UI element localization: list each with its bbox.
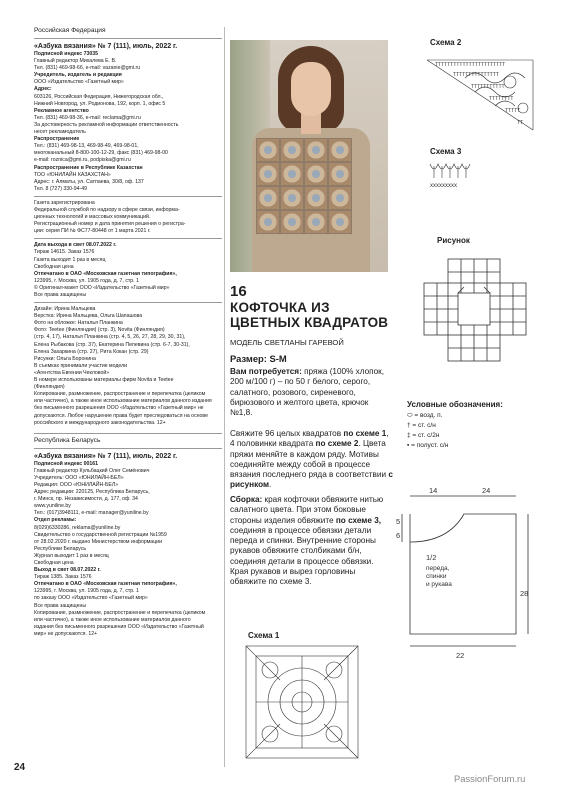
cover-photo-credit: Фото на обложке: Наталья Планкина	[34, 320, 123, 327]
p3-a: края кофточки обвяжите нитью салатного цвета. При этом боковые стороны изделия обвяжите	[230, 495, 384, 525]
divider	[34, 302, 222, 303]
materials-paragraph	[230, 367, 393, 418]
treble-crochet-icon: ‡	[407, 432, 413, 439]
by-country: Республика Беларусь	[34, 436, 101, 444]
photo-square	[256, 210, 280, 234]
yarn-1: В номере использованы материалы фирм Novita и Teetee	[34, 377, 174, 384]
ru-rights: Все права защищены	[34, 292, 87, 298]
by-legal-2: или частично), а также иное использование материалов данного	[34, 616, 191, 623]
assembly-paragraph	[230, 495, 393, 588]
p2-g: .	[269, 480, 272, 490]
article-model: МОДЕЛЬ СВЕТЛАНЫ ГАРЕВОЙ	[230, 338, 344, 347]
assembly-lead: Сборка:	[230, 495, 263, 504]
design-credit: Дизайн: Ирина Мальцева	[34, 306, 96, 313]
p2-a: Свяжите 96 целых квадратов	[230, 429, 344, 438]
ru-legal-2: или частично), а также иное использование материалов данного издания	[34, 398, 212, 405]
photo-credit-1: Фото: Teetee (Финляндия) (стр. 3), Novita (Финляндия)	[34, 327, 165, 334]
by-ads-head: Отдел рекламы:	[34, 517, 77, 524]
ru-copyright: © Оригинал-макет ООО «Издательство «Газетный мир»	[34, 284, 170, 291]
by-legal-3: издания без письменного разрешения ООО «Издательство «Газетный	[34, 623, 204, 630]
kz-company: ТОО «ЮНИЛАЙН КАЗАХСТАН»	[34, 171, 111, 178]
schema-2-diagram	[405, 48, 545, 140]
yarn-2: (Финляндия)	[34, 384, 65, 391]
ru-ads-note-1: За достоверность рекламной информации ответственность	[34, 121, 179, 128]
photo-face	[291, 62, 331, 116]
page-number: 24	[14, 762, 26, 773]
ru-legal-5: российского и международного законодательства. 12+	[34, 419, 166, 426]
photo-square	[256, 162, 280, 186]
ru-founder: ООО «Издательство «Газетный мир»	[34, 79, 124, 86]
by-print-run: Тираж 1385. Заказ 1576	[34, 574, 92, 581]
part-back: спинки	[426, 573, 447, 580]
ru-ads-head: Рекламное агентство	[34, 107, 89, 114]
imprint-column	[34, 27, 222, 638]
kz-phone: Тел. 8 (727) 330-94-49	[34, 185, 88, 192]
schema-1-diagram	[242, 642, 362, 762]
reg-1: Газета зарегистрирована	[34, 199, 95, 206]
by-cert-3: Республики Беларусь	[34, 545, 87, 552]
legend	[407, 400, 537, 451]
ru-address-2: Нижний Новгород, ул. Родионова, 192, корп. 1, офис 5	[34, 100, 166, 107]
p2-b: по схеме 1	[343, 429, 387, 438]
legend-item-tr: ‡ = ст. с/2н	[407, 432, 440, 439]
by-address-2: г. Минск, пр. Независимости, д. 177, оф. 34	[34, 496, 138, 503]
schema-3-diagram	[428, 160, 488, 192]
divider	[34, 448, 222, 449]
ru-magazine-line: «Азбука вязания» № 7 (111), июль, 2022 г.	[34, 43, 178, 50]
p2-f: с рисунком	[230, 470, 393, 490]
by-rights: Все права защищены	[34, 602, 87, 609]
p3-b: по схеме 3,	[335, 515, 382, 525]
p2-e: . Цвета пряжи меняйте в каждом ряду. Мотивы соединяйте между собой в процессе вязания последнего ряда в соответствии	[230, 439, 389, 480]
svg-text:TTTTTTTTTTTTTTT: TTTTTTTTTTTTTTT	[453, 72, 499, 78]
models-1: В съемках принимали участие модели	[34, 362, 128, 369]
ru-chief-editor: Главный редактор Михалева Е. В.	[34, 58, 117, 65]
reg-5: ции: серия ПИ № ФС77-80448 от 1 марта 2021 г.	[34, 228, 151, 235]
schema-1-label: Схема 1	[248, 631, 280, 640]
photo-square	[280, 186, 304, 210]
divider	[34, 433, 222, 434]
svg-text:TTTTT: TTTTT	[505, 108, 521, 114]
photo-credit-3: Елена Рыбакова (стр. 37), Екатерина Пелевина (стр. 6-7, 30-31),	[34, 341, 190, 348]
p3-c: соединяя в процессе обвязки детали переда и спинки. Внутренние стороны рукавов обвяжите столбиками б/н, соединяя детали в процессе обвязки. Края рукавов и вырез горловины обвяжите по схеме 3.	[230, 525, 376, 587]
photo-square	[328, 186, 352, 210]
photo-square	[256, 138, 280, 162]
drawings-credit: Рисунки: Ольга Боронина	[34, 355, 96, 362]
watermark: PassionForum.ru	[454, 773, 526, 784]
article-title: КОФТОЧКА ИЗ ЦВЕТНЫХ КВАДРАТОВ	[230, 300, 389, 330]
layout-credit: Верстка: Ирина Мальцева, Ольга Шапашова	[34, 313, 143, 320]
svg-text:TTTTTTTTTTTTTTTTTTTTTTT: TTTTTTTTTTTTTTTTTTTTTTT	[435, 62, 506, 68]
divider	[34, 238, 222, 239]
article-size: Размер: S-M	[230, 353, 287, 364]
photo-square	[328, 162, 352, 186]
materials-lead: Вам потребуется:	[230, 367, 302, 376]
dim-5: 5	[396, 517, 401, 526]
ru-printed-1: Отпечатано в ОАО «Московская газетная типография»,	[34, 270, 177, 277]
legend-item-dc: † = ст. с/н	[407, 422, 436, 429]
chain-icon: ⬭	[407, 412, 415, 419]
dim-22: 22	[456, 651, 465, 660]
p2-c: , 4 половинки квадрата	[230, 429, 389, 449]
ru-ads-note-2: несет рекламодатель	[34, 129, 86, 136]
ru-freq: Газета выходит 1 раз в месяц	[34, 256, 106, 263]
photo-square	[328, 138, 352, 162]
svg-text:TTTTTTTT: TTTTTTTT	[489, 96, 514, 102]
kz-address: Адрес: г. Алматы, ул. Сатпаева, 30/8, оф. 137	[34, 178, 144, 185]
drawing-label: Рисунок	[437, 236, 470, 245]
ru-subscription: Подписной индекс 73035	[34, 51, 99, 57]
dim-6: 6	[396, 531, 401, 540]
by-cert-2: от 28.02.2020 г. выдано Министерством информации	[34, 538, 162, 545]
photo-square	[256, 186, 280, 210]
divider	[34, 38, 222, 39]
dim-24: 24	[482, 486, 491, 495]
by-freq: Журнал выходит 1 раз в месяц	[34, 552, 109, 559]
by-price: Свободная цена	[34, 560, 74, 566]
svg-text:TTTTTTTTTTT: TTTTTTTTTTT	[471, 84, 505, 90]
column-divider	[224, 27, 225, 767]
double-crochet-icon: †	[407, 422, 413, 429]
photo-credit-4: Елена Захаркина (стр. 27), Рита Кокан (стр. 29)	[34, 348, 149, 355]
ru-legal-1: Копирование, размножение, распространение и перепечатка (целиком	[34, 391, 206, 398]
ru-distrib-2: многоканальный 8-800-100-12-29, факс (831) 469-98-00	[34, 150, 168, 157]
schema-2-label: Схема 2	[430, 38, 462, 47]
by-site: www.yuniline.by	[34, 503, 71, 510]
by-subscription: Подписной индекс 00161	[34, 460, 99, 467]
photo-square	[328, 210, 352, 234]
legend-item-chain: ⬭ = возд. п.	[407, 412, 443, 419]
reg-2: Федеральной службой по надзору в сфере связи, информа-	[34, 206, 180, 213]
pattern-diagram	[396, 486, 536, 666]
dim-14: 14	[429, 486, 438, 495]
by-printed-2: 123995, г. Москва, ул. 1905 года, д. 7, стр. 1	[34, 588, 139, 595]
legend-item-slip: ▪ = полуст. с/н	[407, 442, 449, 449]
reg-4: Регистрационный номер и дата принятия решения о регистра-	[34, 221, 186, 228]
ru-date-out: Дата выхода в свет 08.07.2022 г.	[34, 242, 117, 249]
ru-founder-head: Учредитель, издатель и редакция	[34, 72, 122, 79]
by-founder: Учредитель: ООО «ЮНИЛАЙН-БЕЛ»	[34, 474, 124, 481]
schema-3-label: Схема 3	[430, 147, 462, 156]
p2-d: по схеме 2	[315, 439, 359, 449]
photo-crochet-top	[252, 128, 370, 272]
photo-square	[304, 186, 328, 210]
ru-distrib-head: Распространение	[34, 136, 80, 143]
reg-3: ционных технологий и массовых коммуникаций.	[34, 214, 151, 221]
svg-text:xxxxxxxxx: xxxxxxxxx	[430, 183, 457, 189]
ru-distrib-1: Тел.: (831) 469-98-13, 469-98-49, 469-98-01,	[34, 143, 139, 150]
ru-address-1: 603126, Российская Федерация, Нижегородская обл.,	[34, 93, 164, 100]
ru-country: Российская Федерация	[34, 27, 106, 34]
ru-legal-4: допускаются. Любое нарушение права будет преследоваться на основе	[34, 412, 208, 419]
legend-title: Условные обозначения:	[407, 400, 503, 409]
part-front: переда,	[426, 565, 450, 572]
photo-square	[304, 162, 328, 186]
ru-ads-phone: Тел. (831) 469-98-36, e-mail: reclama@gmi.ru	[34, 114, 141, 121]
photo-square	[280, 210, 304, 234]
model-photo	[230, 40, 388, 272]
kz-head: Распространение в Республике Казахстан	[34, 164, 143, 171]
by-editorial: Редакция: ООО «ЮНИЛАЙН-БЕЛ»	[34, 481, 119, 488]
photo-square	[280, 138, 304, 162]
article-number: 16	[230, 283, 247, 300]
svg-text:TT: TT	[517, 120, 524, 126]
photo-square	[304, 210, 328, 234]
instructions-paragraph	[230, 429, 393, 491]
ru-phone: Тел. (831) 469-98-66, e-mail: vazanie@gmi.ru	[34, 65, 141, 72]
by-ads-phone: 8(029)6330286, reklama@yuniline.by	[34, 524, 121, 531]
assembly-drawing	[420, 255, 530, 365]
photo-square	[304, 138, 328, 162]
by-legal-4: мир» не допускаются. 12+	[34, 630, 98, 637]
ru-distrib-3: e-mail: roznica@gmi.ru, podpiska@gmi.ru	[34, 157, 131, 164]
dim-28: 28	[520, 589, 529, 598]
by-date-out: Выход в свет 08.07.2022 г.	[34, 567, 101, 574]
slip-stitch-icon: ▪	[407, 442, 412, 449]
ru-address-head: Адрес:	[34, 86, 52, 93]
by-printed-1: Отпечатано в ОАО «Московская газетная типография»,	[34, 581, 177, 588]
ru-print-run: Тираж 14615. Заказ 1576	[34, 249, 95, 256]
by-phone: Тел.: (017)3948111, e-mail: manager@yuniline.by	[34, 510, 149, 517]
part-sleeve: и рукава	[426, 581, 452, 588]
half-label: 1/2	[426, 553, 437, 562]
by-magazine-line: «Азбука вязания» № 7 (111), июль, 2022 г.	[34, 452, 178, 460]
ru-price: Свободная цена	[34, 263, 74, 270]
by-order: по заказу ООО «Издательство «Газетный мир»	[34, 595, 148, 602]
ru-printed-2: 123995, г. Москва, ул. 1905 года, д. 7, стр. 1	[34, 277, 139, 284]
materials-text: пряжа (100% хлопок, 200 м/100 г) – по 50 г белого, серого, салатного, розового, сиреневого, бирюзового и желтого цвета, крючок №1,8.	[230, 367, 385, 418]
divider	[34, 196, 222, 197]
by-address-1: Адрес редакции: 220125, Республика Беларусь,	[34, 489, 150, 496]
ru-legal-3: без письменного разрешения ООО «Издательство «Газетный мир» не	[34, 405, 204, 412]
photo-credit-2: (стр. 4, 17), Наталья Планкина (стр. 4, 5, 26, 27, 28, 29, 30, 31),	[34, 334, 186, 341]
by-cert-1: Свидетельство о государственной регистрации №1959	[34, 531, 167, 538]
by-chief-editor: Главный редактор Кульбацкий Олег Семёнович	[34, 467, 150, 474]
photo-square	[280, 162, 304, 186]
models-2: «Агентства Евгении Чекловой»	[34, 369, 110, 376]
by-legal-1: Копирование, размножение, распространение и перепечатка (целиком	[34, 609, 206, 616]
